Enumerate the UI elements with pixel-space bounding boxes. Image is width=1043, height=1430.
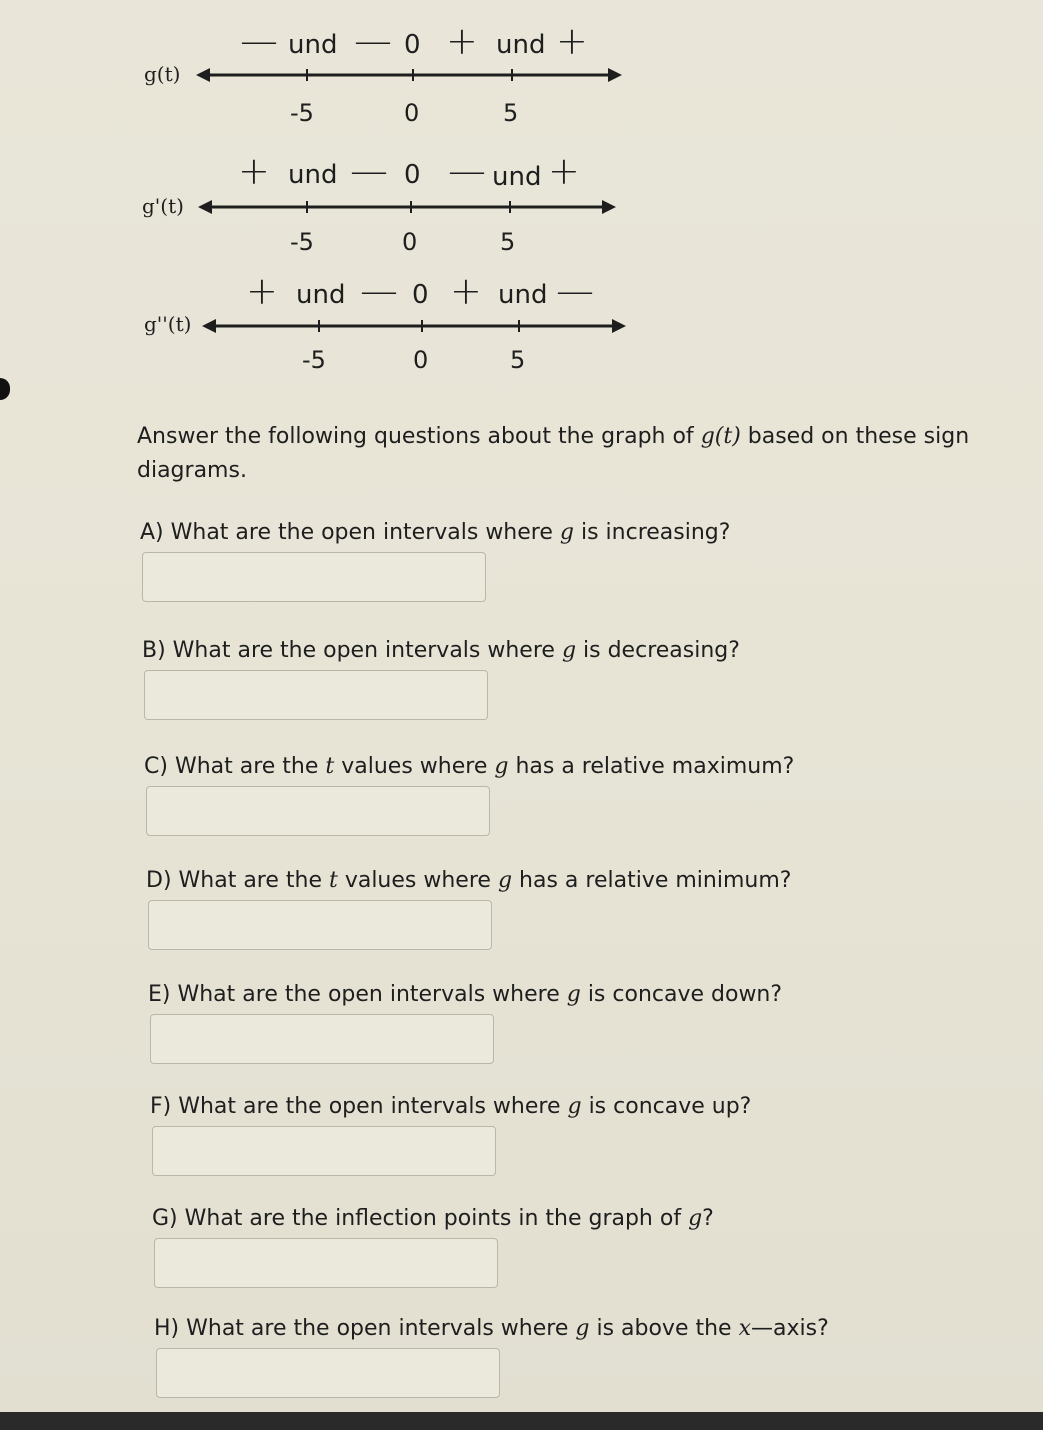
sign-symbol: — bbox=[448, 149, 486, 193]
question-text: has a relative minimum? bbox=[512, 868, 792, 893]
tick-label: -5 bbox=[290, 228, 314, 256]
math-var: g bbox=[575, 1316, 590, 1341]
answer-box-f[interactable] bbox=[152, 1126, 496, 1176]
sign-symbol: und bbox=[288, 160, 338, 190]
question-text: is increasing? bbox=[573, 520, 731, 545]
sign-symbol: und bbox=[496, 30, 546, 60]
math-var: g bbox=[497, 868, 513, 893]
math-var: t bbox=[328, 868, 338, 893]
sign-diagram-g-double-prime bbox=[0, 269, 1043, 398]
sign-symbol: + bbox=[246, 269, 278, 313]
question-text: is above the bbox=[589, 1316, 739, 1341]
function-label: g'(t) bbox=[142, 194, 184, 218]
question-text: G) What are the inflection points in the graph of bbox=[152, 1206, 689, 1231]
question-text: is decreasing? bbox=[576, 638, 740, 663]
tick-label: 5 bbox=[503, 99, 519, 127]
math-var: g bbox=[494, 754, 509, 779]
question-e bbox=[148, 982, 782, 1007]
sign-symbol: 0 bbox=[412, 280, 429, 310]
answer-box-b[interactable] bbox=[144, 670, 488, 720]
number-line bbox=[0, 28, 1043, 148]
question-text: A) What are the open intervals where bbox=[140, 520, 560, 545]
question-text: ? bbox=[702, 1206, 714, 1231]
sign-symbol: + bbox=[238, 149, 270, 193]
question-g bbox=[152, 1206, 714, 1231]
question-text: F) What are the open intervals where bbox=[150, 1094, 568, 1119]
question-b bbox=[142, 638, 740, 663]
instructions bbox=[137, 420, 997, 488]
math-var: t bbox=[325, 754, 335, 779]
sign-symbol: und bbox=[288, 30, 338, 60]
sign-symbol: 0 bbox=[404, 160, 421, 190]
number-line bbox=[0, 158, 1043, 278]
sign-symbol: und bbox=[492, 162, 542, 192]
sign-diagram-g-prime bbox=[0, 149, 1043, 278]
math-var: x bbox=[738, 1316, 752, 1341]
sign-symbol: — bbox=[556, 269, 594, 313]
question-text: E) What are the open intervals where bbox=[148, 982, 567, 1007]
function-label: g''(t) bbox=[144, 312, 192, 336]
question-text: C) What are the bbox=[144, 754, 326, 779]
sign-symbol: 0 bbox=[404, 30, 421, 60]
tick-label: 0 bbox=[404, 99, 420, 127]
intro-math: g(t) bbox=[700, 424, 741, 449]
question-text: values where bbox=[337, 868, 498, 893]
question-text: —axis? bbox=[751, 1316, 829, 1341]
intro-text: based on these sign diagrams. bbox=[137, 424, 970, 483]
sign-symbol: — bbox=[350, 149, 388, 193]
math-var: g bbox=[688, 1206, 703, 1231]
tick-label: -5 bbox=[302, 346, 326, 374]
question-text: D) What are the bbox=[146, 868, 329, 893]
tick-label: -5 bbox=[290, 99, 314, 127]
function-label: g(t) bbox=[144, 62, 181, 86]
question-d bbox=[146, 868, 791, 893]
answer-box-c[interactable] bbox=[146, 786, 490, 836]
question-text: H) What are the open intervals where bbox=[154, 1316, 576, 1341]
sign-symbol: — bbox=[354, 19, 392, 63]
question-h bbox=[154, 1316, 829, 1341]
answer-box-d[interactable] bbox=[148, 900, 492, 950]
math-var: g bbox=[567, 1094, 582, 1119]
sign-symbol: und bbox=[498, 280, 548, 310]
math-var: g bbox=[561, 638, 577, 663]
question-text: is concave down? bbox=[580, 982, 783, 1007]
sign-symbol: — bbox=[360, 269, 398, 313]
tick-label: 5 bbox=[510, 346, 526, 374]
sign-symbol: — bbox=[240, 19, 278, 63]
tick-label: 5 bbox=[500, 228, 516, 256]
tick-label: 0 bbox=[402, 228, 418, 256]
answer-box-a[interactable] bbox=[142, 552, 486, 602]
sign-symbol: und bbox=[296, 280, 346, 310]
sign-symbol: + bbox=[450, 269, 482, 313]
question-a bbox=[140, 520, 730, 545]
bottom-edge bbox=[0, 1412, 1043, 1430]
question-c bbox=[144, 754, 794, 779]
question-text: values where bbox=[334, 754, 495, 779]
question-text: B) What are the open intervals where bbox=[142, 638, 562, 663]
answer-box-e[interactable] bbox=[150, 1014, 494, 1064]
math-var: g bbox=[566, 982, 581, 1007]
number-line bbox=[0, 278, 1043, 398]
math-var: g bbox=[559, 520, 574, 545]
question-text: has a relative maximum? bbox=[508, 754, 795, 779]
sign-diagram-g bbox=[0, 19, 1043, 148]
question-f bbox=[150, 1094, 751, 1119]
answer-box-g[interactable] bbox=[154, 1238, 498, 1288]
sign-symbol: + bbox=[548, 149, 580, 193]
intro-text: Answer the following questions about the graph of bbox=[137, 424, 701, 449]
sign-symbol: + bbox=[446, 19, 478, 63]
tick-label: 0 bbox=[413, 346, 429, 374]
question-text: is concave up? bbox=[581, 1094, 752, 1119]
answer-box-h[interactable] bbox=[156, 1348, 500, 1398]
sign-symbol: + bbox=[556, 19, 588, 63]
